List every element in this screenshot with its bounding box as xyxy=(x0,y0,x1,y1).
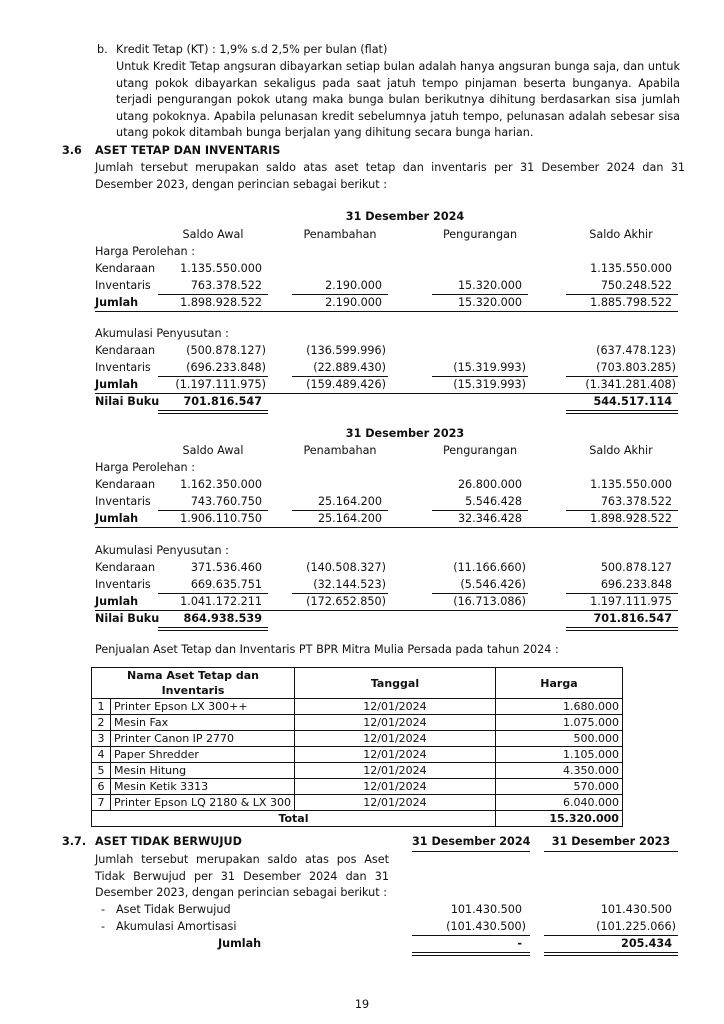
table-row xyxy=(92,795,623,811)
rule xyxy=(412,935,530,936)
table-header-row xyxy=(92,668,623,699)
cell-value: (696.233.848) xyxy=(186,361,266,374)
sale-date: 12/01/2024 xyxy=(294,763,495,779)
book-value-label: Nilai Buku xyxy=(95,612,160,625)
cell-value: 1.135.550.000 xyxy=(590,262,672,275)
cell-value: 743.760.750 xyxy=(190,495,262,508)
section-paragraph: Jumlah tersebut merupakan saldo atas aset tetap dan inventaris per 31 Desember 2024 dan 31 Desember 2023, dengan perincian sebagai berikut : xyxy=(95,161,685,191)
cell-value: (22.889.430) xyxy=(313,361,386,374)
cell-value: 1.906.110.750 xyxy=(180,512,262,525)
sale-intro: Penjualan Aset Tetap dan Inventaris PT BPR Mitra Mulia Persada pada tahun 2024 : xyxy=(95,643,559,656)
total-label: Jumlah xyxy=(95,595,139,608)
cell-value: (5.546.426) xyxy=(460,578,526,591)
cell-value: (101.225.066) xyxy=(596,920,676,933)
col-header: 31 Desember 2023 xyxy=(551,835,671,848)
group-label: Harga Perolehan : xyxy=(95,461,195,474)
book-value: 701.816.547 xyxy=(183,395,262,408)
cell-value: (32.144.523) xyxy=(313,578,386,591)
table-row xyxy=(92,699,623,715)
book-value: 864.938.539 xyxy=(183,612,262,625)
book-value-label: Nilai Buku xyxy=(95,395,160,408)
total-label: Jumlah xyxy=(95,512,139,525)
section-title: ASET TETAP DAN INVENTARIS xyxy=(95,144,281,157)
row-label: Inventaris xyxy=(95,578,151,591)
row-label: Aset Tidak Berwujud xyxy=(116,903,231,916)
sale-date: 12/01/2024 xyxy=(294,795,495,811)
rule xyxy=(292,294,388,295)
group-label: Harga Perolehan : xyxy=(95,245,195,258)
cell-value: 101.430.500 xyxy=(600,903,672,916)
cell-value: 15.320.000 xyxy=(457,296,522,309)
cell-value: 1.885.798.522 xyxy=(590,296,672,309)
cell-value: (703.803.285) xyxy=(596,361,676,374)
col-header: Harga xyxy=(495,668,622,699)
cell-value: 763.378.522 xyxy=(190,279,262,292)
rule xyxy=(432,510,528,511)
cell-value: 2.190.000 xyxy=(325,279,382,292)
double-rule xyxy=(544,952,678,956)
col-header: Nama Aset Tetap dan Inventaris xyxy=(92,668,295,699)
section-paragraph: Jumlah tersebut merupakan saldo atas pos Aset Tidak Berwujud per 31 Desember 2024 dan 31 Desember 2023, dengan perincian sebagai berikut : xyxy=(95,853,389,900)
cell-value: (500.878.127) xyxy=(186,344,266,357)
rule xyxy=(95,311,678,312)
row-number: 1 xyxy=(92,699,111,715)
asset-name: Mesin Ketik 3313 xyxy=(111,779,295,795)
sale-date: 12/01/2024 xyxy=(294,747,495,763)
cell-value: (140.508.327) xyxy=(306,561,386,574)
sale-price: 570.000 xyxy=(495,779,622,795)
cell-value: 1.197.111.975 xyxy=(590,595,672,608)
total-label: Total xyxy=(92,811,496,827)
asset-name: Printer Canon IP 2770 xyxy=(111,731,295,747)
rule xyxy=(158,510,268,511)
cell-value: (11.166.660) xyxy=(453,561,526,574)
total-label: Jumlah xyxy=(218,937,262,950)
group-label: Akumulasi Penyusutan : xyxy=(95,544,229,557)
table-row xyxy=(92,779,623,795)
cell-value: (15.319.993) xyxy=(453,378,526,391)
sale-date: 12/01/2024 xyxy=(294,715,495,731)
section-title: ASET TIDAK BERWUJUD xyxy=(95,835,242,848)
row-label: Kendaraan xyxy=(95,344,156,357)
asset-name: Paper Shredder xyxy=(111,747,295,763)
sale-date: 12/01/2024 xyxy=(294,779,495,795)
cell-value: 25.164.200 xyxy=(317,512,382,525)
total-value: 15.320.000 xyxy=(495,811,622,827)
row-number: 7 xyxy=(92,795,111,811)
col-header: Penambahan xyxy=(303,228,377,241)
col-header: Pengurangan xyxy=(442,228,518,241)
cell-value: (1.341.281.408) xyxy=(585,378,676,391)
rule xyxy=(292,376,388,377)
col-header: Tanggal xyxy=(294,668,495,699)
asset-sale-table xyxy=(91,667,623,827)
rule xyxy=(544,851,678,852)
cell-value: 2.190.000 xyxy=(325,296,382,309)
cell-value: 1.898.928.522 xyxy=(180,296,262,309)
row-label: Inventaris xyxy=(95,279,151,292)
cell-value: (1.197.111.975) xyxy=(175,378,266,391)
section-number: 3.7. xyxy=(62,835,87,848)
rule xyxy=(95,527,678,528)
cell-value: 25.164.200 xyxy=(317,495,382,508)
book-value: 544.517.114 xyxy=(593,395,672,408)
cell-value: 26.800.000 xyxy=(457,478,522,491)
row-label: Kendaraan xyxy=(95,478,156,491)
asset-name: Printer Epson LX 300++ xyxy=(111,699,295,715)
sale-price: 1.105.000 xyxy=(495,747,622,763)
asset-name: Mesin Hitung xyxy=(111,763,295,779)
row-number: 5 xyxy=(92,763,111,779)
rule xyxy=(158,376,268,377)
sale-date: 12/01/2024 xyxy=(294,731,495,747)
cell-value: 1.135.550.000 xyxy=(180,262,262,275)
rule xyxy=(432,294,528,295)
period-heading: 31 Desember 2023 xyxy=(345,427,465,440)
cell-value: (136.599.996) xyxy=(306,344,386,357)
cell-value: (172.652.850) xyxy=(306,595,386,608)
list-dash: - xyxy=(101,903,106,916)
cell-value: 1.162.350.000 xyxy=(180,478,262,491)
double-rule xyxy=(566,410,678,414)
sale-date: 12/01/2024 xyxy=(294,699,495,715)
list-dash: - xyxy=(101,920,106,933)
row-label: Inventaris xyxy=(95,361,151,374)
rule xyxy=(292,510,388,511)
row-number: 2 xyxy=(92,715,111,731)
cell-value: 763.378.522 xyxy=(600,495,672,508)
total-value: 205.434 xyxy=(621,937,672,950)
sale-price: 500.000 xyxy=(495,731,622,747)
col-header: 31 Desember 2024 xyxy=(412,835,531,848)
cell-value: 1.041.172.211 xyxy=(180,595,262,608)
cell-value: 371.536.460 xyxy=(190,561,262,574)
cell-value: 32.346.428 xyxy=(457,512,522,525)
total-value: - xyxy=(517,937,522,950)
table-row xyxy=(92,731,623,747)
sale-price: 1.680.000 xyxy=(495,699,622,715)
rule xyxy=(412,851,530,852)
rule xyxy=(95,610,678,611)
cell-value: 696.233.848 xyxy=(600,578,672,591)
col-header: Penambahan xyxy=(303,444,377,457)
asset-name: Mesin Fax xyxy=(111,715,295,731)
rule xyxy=(566,376,678,377)
row-number: 3 xyxy=(92,731,111,747)
rule xyxy=(566,294,678,295)
double-rule xyxy=(158,627,268,631)
row-label: Kendaraan xyxy=(95,262,156,275)
cell-value: 15.320.000 xyxy=(457,279,522,292)
double-rule xyxy=(158,410,268,414)
list-marker: b. xyxy=(97,43,108,56)
cell-value: (159.489.426) xyxy=(306,378,386,391)
table-total-row xyxy=(92,811,623,827)
rule xyxy=(432,376,528,377)
rule xyxy=(566,593,678,594)
row-label: Kendaraan xyxy=(95,561,156,574)
cell-value: 750.248.522 xyxy=(600,279,672,292)
rule xyxy=(158,593,268,594)
cell-value: 1.135.550.000 xyxy=(590,478,672,491)
cell-value: 5.546.428 xyxy=(465,495,522,508)
rule xyxy=(566,510,678,511)
rule xyxy=(95,393,678,394)
col-header: Pengurangan xyxy=(442,444,518,457)
total-label: Jumlah xyxy=(95,296,139,309)
group-label: Akumulasi Penyusutan : xyxy=(95,327,229,340)
item-paragraph: Untuk Kredit Tetap angsuran dibayarkan setiap bulan adalah hanya angsuran bunga saja, dan untuk utang pokok dibayarkan sekaligus pada saat jatuh tempo pinjaman beserta bunganya. Apabila terjadi pengurangan pokok utang maka bunga bulan berikutnya dihitung berdasarkan sisa jumlah utang pokoknya. Apabila pelunasan kredit sebelumnya jatuh tempo, pelunasan adalah sebesar sisa utang pokok ditambah bunga berjalan yang dihitung secara bunga harian. xyxy=(116,60,680,140)
cell-value: (637.478.123) xyxy=(596,344,676,357)
asset-name: Printer Epson LQ 2180 & LX 300 xyxy=(111,795,295,811)
section-number: 3.6 xyxy=(62,144,82,157)
period-heading: 31 Desember 2024 xyxy=(345,210,465,223)
table-row xyxy=(92,715,623,731)
row-label: Akumulasi Amortisasi xyxy=(116,920,237,933)
double-rule xyxy=(566,627,678,631)
sale-price: 4.350.000 xyxy=(495,763,622,779)
row-number: 6 xyxy=(92,779,111,795)
rule xyxy=(158,294,268,295)
cell-value: 500.878.127 xyxy=(600,561,672,574)
cell-value: (15.319.993) xyxy=(453,361,526,374)
cell-value: 669.635.751 xyxy=(190,578,262,591)
rule xyxy=(432,593,528,594)
col-header: Saldo Awal xyxy=(182,444,244,457)
row-number: 4 xyxy=(92,747,111,763)
book-value: 701.816.547 xyxy=(593,612,672,625)
col-header: Saldo Akhir xyxy=(589,444,653,457)
page-number: 19 xyxy=(354,998,370,1011)
cell-value: (101.430.500) xyxy=(446,920,526,933)
rule xyxy=(544,935,678,936)
col-header: Saldo Awal xyxy=(182,228,244,241)
table-row xyxy=(92,747,623,763)
cell-value: 101.430.500 xyxy=(450,903,522,916)
total-label: Jumlah xyxy=(95,378,139,391)
rule xyxy=(292,593,388,594)
row-label: Inventaris xyxy=(95,495,151,508)
cell-value: 1.898.928.522 xyxy=(590,512,672,525)
cell-value: (16.713.086) xyxy=(453,595,526,608)
item-title: Kredit Tetap (KT) : 1,9% s.d 2,5% per bulan (flat) xyxy=(116,43,388,56)
sale-price: 6.040.000 xyxy=(495,795,622,811)
col-header: Saldo Akhir xyxy=(589,228,653,241)
sale-price: 1.075.000 xyxy=(495,715,622,731)
double-rule xyxy=(412,952,530,956)
table-row xyxy=(92,763,623,779)
